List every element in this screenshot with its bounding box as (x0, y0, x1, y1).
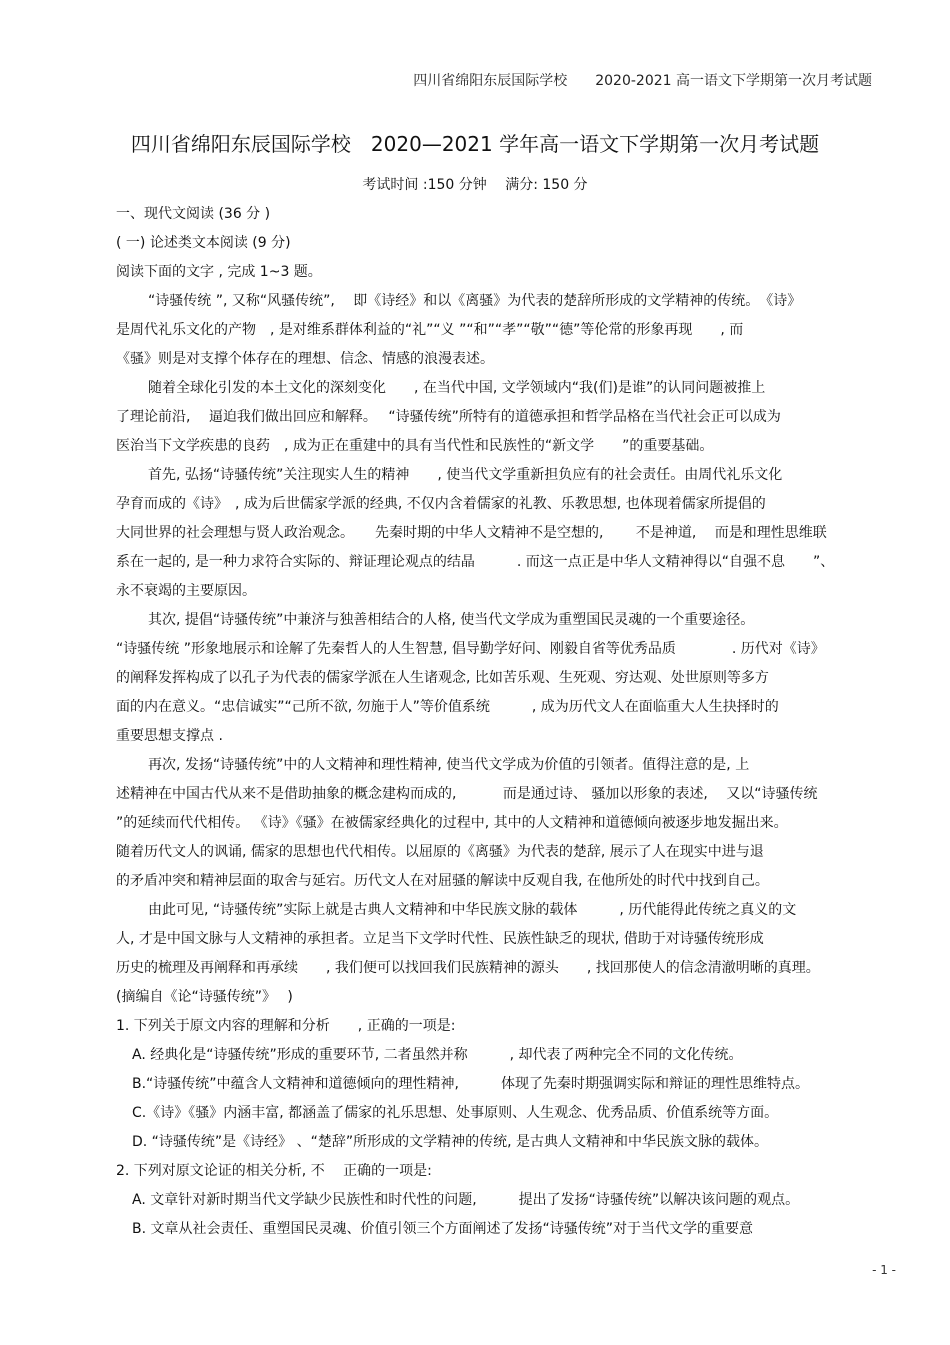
text-line: 了理论前沿, 逼迫我们做出回应和解释。 “诗骚传统”所特有的道德承担和哲学品格在当代社会正可以成为 (116, 409, 781, 425)
text-line: “诗骚传统 ”, 又称“风骚传统”, 即《诗经》和以《离骚》为代表的楚辞所形成的文学精神的传统。 《诗》 (148, 293, 802, 309)
exam-meta: 考试时间 :150 分钟 满分: 150 分 (362, 177, 588, 193)
text-line: 2. 下列对原文论证的相关分析, 不 正确的一项是: (116, 1163, 432, 1179)
text-line: 随着全球化引发的本土文化的深刻变化 , 在当代中国, 文学领域内“我(们)是谁”的认同问题被推上 (148, 380, 766, 396)
text-line: 历史的梳理及再阐释和再承续 , 我们便可以找回我们民族精神的源头 , 找回那使人的信念清澈明晰的真理。 (116, 960, 820, 976)
document-body (116, 200, 900, 1244)
text-line: B.“诗骚传统”中蕴含人文精神和道德倾向的理性精神, 体现了先秦时期强调实际和辩证的理性思维特点。 (132, 1076, 810, 1092)
text-line: 首先, 弘扬“诗骚传统”关注现实人生的精神 , 使当代文学重新担负应有的社会责任。由周代礼乐文化 (148, 467, 783, 483)
text-line: ”的延续而代代相传。 《诗》《骚》在被儒家经典化的过程中, 其中的人文精神和道德倾向被逐步地发掘出来。 (116, 815, 788, 831)
running-header: 四川省绵阳东辰国际学校 2020-2021 高一语文下学期第一次月考试题 (413, 73, 872, 89)
text-line: 孕育而成的《诗》 , 成为后世儒家学派的经典, 不仅内含着儒家的礼教、乐教思想, 也体现着儒家所提倡的 (116, 496, 766, 512)
text-line: 随着历代文人的讽诵, 儒家的思想也代代相传。以屈原的《离骚》为代表的楚辞, 展示了人在现实中进与退 (116, 844, 764, 860)
text-line: D. “诗骚传统”是《诗经》 、“楚辞”所形成的文学精神的传统, 是古典人文精神和中华民族文脉的载体。 (132, 1134, 769, 1150)
text-line: 医治当下文学疾患的良药 , 成为正在重建中的具有当代性和民族性的“新文学 ”的重要基础。 (116, 438, 714, 454)
text-line: 阅读下面的文字 , 完成 1~3 题。 (116, 264, 322, 280)
text-line: 系在一起的, 是一种力求符合实际的、辩证理论观点的结晶 . 而这一点正是中华人文精神得以“自强不息 ”、 (116, 554, 835, 570)
text-line: 1. 下列关于原文内容的理解和分析 , 正确的一项是: (116, 1018, 456, 1034)
page-title: 四川省绵阳东辰国际学校 2020—2021 学年高一语文下学期第一次月考试题 (130, 132, 820, 156)
text-line: 面的内在意义。“忠信诚实”“己所不欲, 勿施于人”等价值系统 , 成为历代文人在面临重大人生抉择时的 (116, 699, 779, 715)
text-line: “诗骚传统 ”形象地展示和诠解了先秦哲人的人生智慧, 倡导勤学好问、刚毅自省等优秀品质 . 历代对《诗》 (116, 641, 825, 657)
text-line: 一、现代文阅读 (36 分 ) (116, 206, 271, 222)
text-line: A. 经典化是“诗骚传统”形成的重要环节, 二者虽然并称 , 却代表了两种完全不同的文化传统。 (132, 1047, 743, 1063)
text-line: ( 一) 论述类文本阅读 (9 分) (116, 235, 291, 251)
text-line: 重要思想支撑点 . (116, 728, 223, 744)
page-number: - 1 - (872, 1263, 896, 1277)
text-line: A. 文章针对新时期当代文学缺少民族性和时代性的问题, 提出了发扬“诗骚传统”以解决该问题的观点。 (132, 1192, 800, 1208)
text-line: 是周代礼乐文化的产物 , 是对维系群体利益的“礼”“义 ”“和”“孝”“敬”“德”等伦常的形象再现 , 而 (116, 322, 744, 338)
text-line: 的矛盾冲突和精神层面的取舍与延宕。历代文人在对屈骚的解读中反观自我, 在他所处的时代中找到自己。 (116, 873, 769, 889)
text-line: C.《诗》《骚》内涵丰富, 都涵盖了儒家的礼乐思想、处事原则、人生观念、优秀品质、价值系统等方面。 (132, 1105, 779, 1121)
text-line: 《骚》则是对支撑个体存在的理想、信念、情感的浪漫表述。 (116, 351, 494, 367)
text-line: 述精神在中国古代从来不是借助抽象的概念建构而成的, 而是通过诗、 骚加以形象的表述, 又以“诗骚传统 (116, 786, 818, 802)
text-line: 永不衰竭的主要原因。 (116, 583, 256, 599)
text-line: 再次, 发扬“诗骚传统”中的人文精神和理性精神, 使当代文学成为价值的引领者。值得注意的是, 上 (148, 757, 750, 773)
text-line: B. 文章从社会责任、重塑国民灵魂、价值引领三个方面阐述了发扬“诗骚传统”对于当代文学的重要意 (132, 1221, 754, 1237)
text-line: 其次, 提倡“诗骚传统”中兼济与独善相结合的人格, 使当代文学成为重塑国民灵魂的一个重要途径。 (148, 612, 755, 628)
text-line: 的阐释发挥构成了以孔子为代表的儒家学派在人生诸观念, 比如苦乐观、生死观、穷达观、处世原则等多方 (116, 670, 769, 686)
text-line: 由此可见, “诗骚传统”实际上就是古典人文精神和中华民族文脉的载体 , 历代能得此传统之真义的文 (148, 902, 797, 918)
text-line: (摘编自《论“诗骚传统”》 ) (116, 989, 293, 1005)
text-line: 大同世界的社会理想与贤人政治观念。 先秦时期的中华人文精神不是空想的, 不是神道, 而是和理性思维联 (116, 525, 827, 541)
text-line: 人, 才是中国文脉与人文精神的承担者。立足当下文学时代性、民族性缺乏的现状, 借助于对诗骚传统形成 (116, 931, 764, 947)
